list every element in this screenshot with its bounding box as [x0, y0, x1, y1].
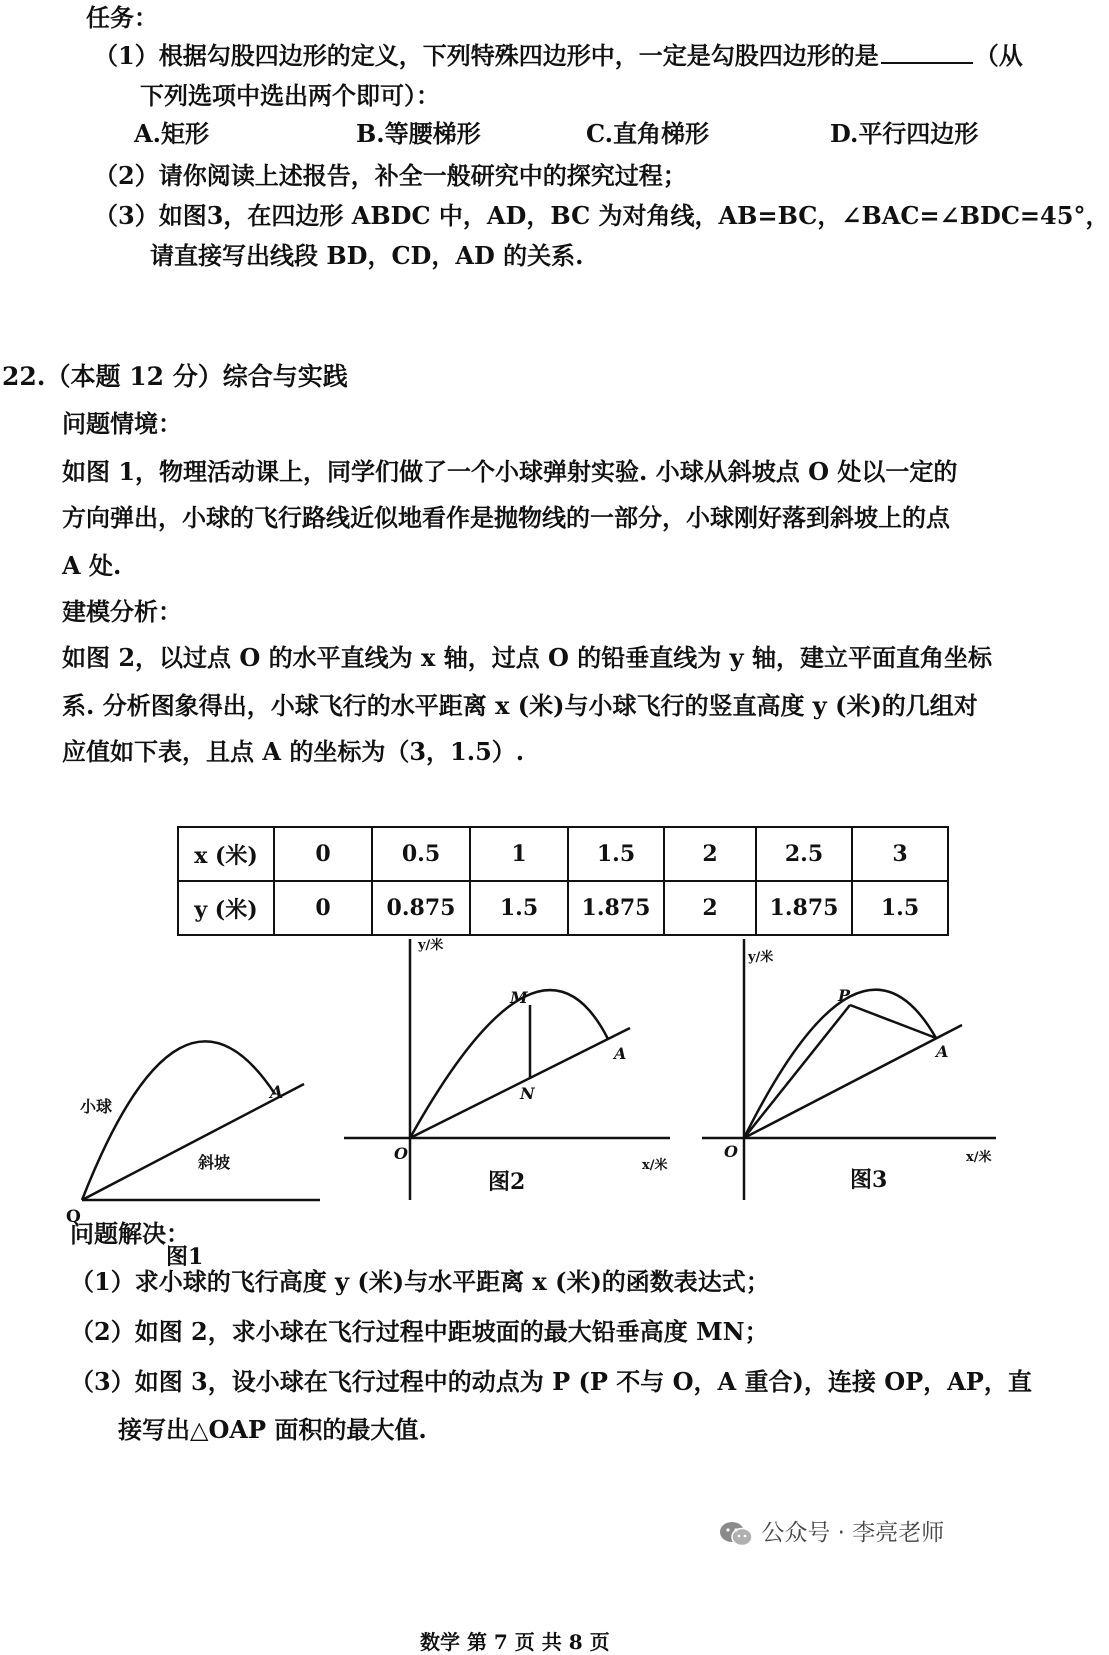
figure-2: [340, 935, 690, 1210]
task-q1-text: （1）根据勾股四边形的定义，下列特殊四边形中，一定是勾股四边形的是: [94, 41, 879, 70]
figure-1: [60, 1000, 330, 1270]
solve-q2: （2）如图 2，求小球在飞行过程中距坡面的最大铅垂高度 MN；: [70, 1317, 769, 1346]
ball-path: [82, 1041, 275, 1200]
context-line-3: A 处.: [62, 551, 122, 580]
table-cell: 1.5: [568, 827, 664, 881]
label-a: A: [936, 1042, 949, 1061]
label-ball: 小球: [80, 1097, 113, 1116]
option-d: D.平行四边形: [830, 119, 979, 148]
table-cell: 2: [664, 881, 756, 935]
solve-heading: 问题解决：: [70, 1219, 190, 1248]
task-q3: （3）如图3，在四边形 ABDC 中，AD，BC 为对角线，AB=BC，∠BAC=∠BDC=45°，: [94, 201, 1109, 230]
task-q1-cont: 下列选项中选出两个即可）：: [140, 81, 440, 110]
table-cell: 3: [852, 827, 948, 881]
wechat-icon: [718, 1520, 754, 1548]
row-label-y: y (米): [178, 881, 274, 935]
table-cell: 1: [470, 827, 568, 881]
label-o: O: [394, 1144, 408, 1163]
label-a: A: [614, 1044, 627, 1063]
label-m: M: [510, 988, 528, 1007]
label-o: O: [66, 1207, 81, 1227]
context-line-2: 方向弹出，小球的飞行路线近似地看作是抛物线的一部分，小球刚好落到斜坡上的点: [62, 503, 950, 532]
watermark-text: 公众号 · 李亮老师: [761, 1520, 945, 1546]
y-axis-label: y/米: [418, 938, 444, 953]
model-heading: 建模分析：: [62, 597, 182, 626]
caption-fig3: 图3: [850, 1167, 888, 1193]
label-a: A: [270, 1083, 284, 1103]
task-q2: （2）请你阅读上述报告，补全一般研究中的探究过程；: [94, 161, 687, 190]
table-cell: 0.5: [372, 827, 470, 881]
x-axis-label: x/米: [966, 1150, 992, 1165]
model-line-1: 如图 2，以过点 O 的水平直线为 x 轴，过点 O 的铅垂直线为 y 轴，建立平面直角坐标: [62, 643, 992, 672]
model-line-2: 系. 分析图象得出，小球飞行的水平距离 x (米)与小球飞行的竖直高度 y (米)的几组对: [62, 691, 978, 720]
context-heading: 问题情境：: [62, 409, 182, 438]
task-q1: [94, 42, 1023, 68]
table-cell: 1.5: [470, 881, 568, 935]
context-line-1: 如图 1，物理活动课上，同学们做了一个小球弹射实验. 小球从斜坡点 O 处以一定的: [62, 457, 958, 486]
caption-fig2: 图2: [488, 1169, 526, 1195]
table-cell: 1.875: [568, 881, 664, 935]
table-cell: 1.875: [756, 881, 852, 935]
y-axis-label: y/米: [748, 950, 774, 965]
ball-path: [744, 990, 936, 1138]
solve-q3-cont: 接写出△OAP 面积的最大值.: [118, 1415, 427, 1444]
value-table: [177, 826, 949, 936]
table-cell: 0.875: [372, 881, 470, 935]
table-cell: 2.5: [756, 827, 852, 881]
answer-blank: [881, 42, 973, 64]
task-q3-cont: 请直接写出线段 BD，CD，AD 的关系.: [150, 241, 584, 270]
label-o: O: [724, 1142, 738, 1161]
option-b: B.等腰梯形: [356, 119, 481, 148]
segment-op: [744, 1005, 850, 1138]
caption-fig1: 图1: [166, 1244, 204, 1270]
x-axis-label: x/米: [642, 1158, 668, 1173]
table-cell: 0: [274, 827, 372, 881]
task-heading: 任务：: [86, 3, 158, 32]
table-row: [178, 881, 948, 935]
segment-ap: [850, 1005, 936, 1038]
table-cell: 2: [664, 827, 756, 881]
label-slope: 斜坡: [198, 1153, 231, 1172]
solve-q1: （1）求小球的飞行高度 y (米)与水平距离 x (米)的函数表达式；: [70, 1267, 770, 1296]
watermark: [718, 1514, 944, 1548]
problem-title: 22.（本题 12 分）综合与实践: [2, 362, 348, 391]
table-cell: 1.5: [852, 881, 948, 935]
label-p: P: [838, 986, 851, 1005]
option-c: C.直角梯形: [586, 119, 710, 148]
row-label-x: x (米): [178, 827, 274, 881]
table-row: [178, 827, 948, 881]
model-line-3: 应值如下表，且点 A 的坐标为（3，1.5）.: [62, 737, 525, 766]
figure-3: [700, 935, 1010, 1210]
slope-line: [744, 1025, 962, 1138]
page-number: 数学 第 7 页 共 8 页: [420, 1630, 610, 1654]
label-n: N: [520, 1084, 535, 1103]
table-cell: 0: [274, 881, 372, 935]
solve-q3: （3）如图 3，设小球在飞行过程中的动点为 P (P 不与 O，A 重合)，连接 OP，AP，直: [70, 1367, 1032, 1396]
option-a: A.矩形: [134, 119, 209, 148]
task-q1-tail: （从: [974, 41, 1023, 70]
ball-path: [410, 990, 608, 1138]
